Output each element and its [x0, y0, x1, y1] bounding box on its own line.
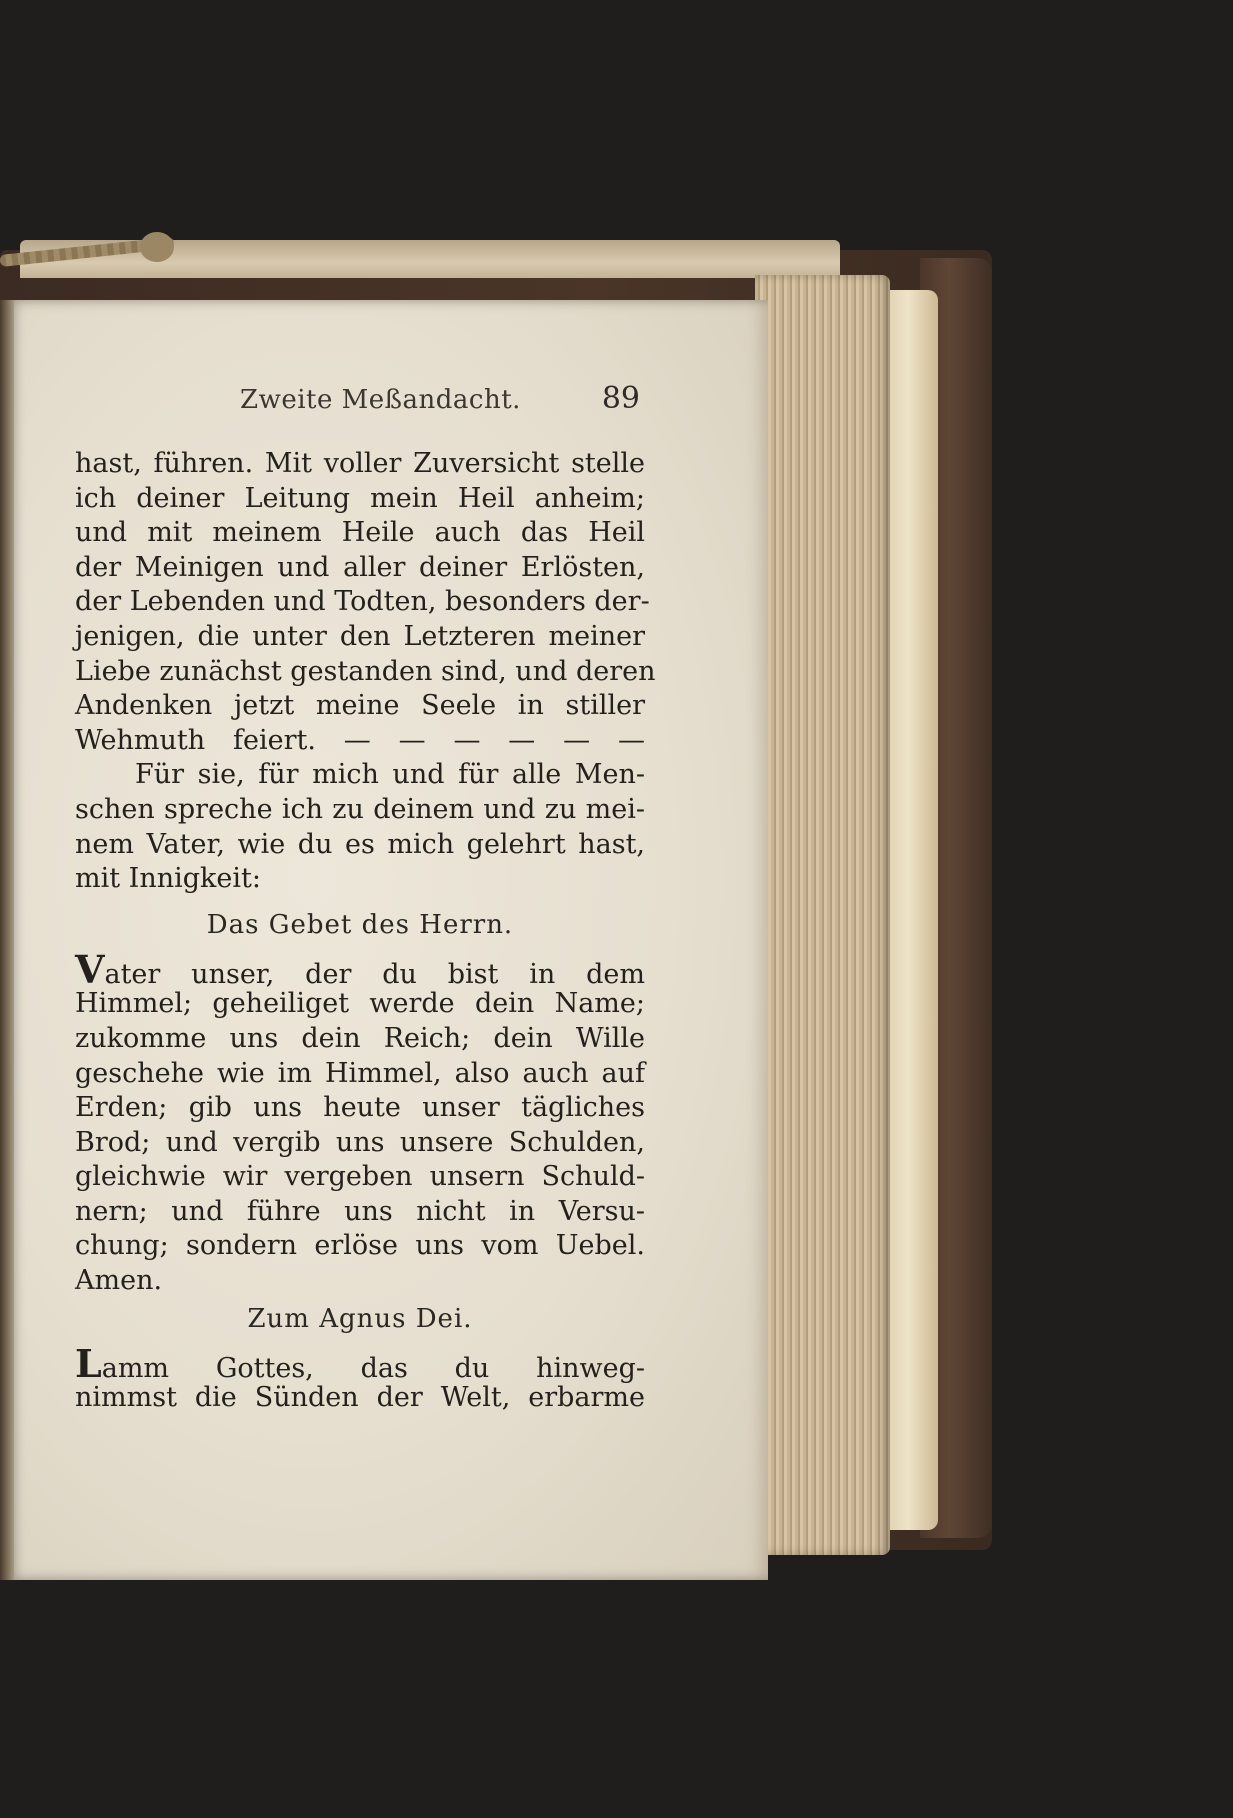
text-line: mit Innigkeit: — [75, 863, 261, 895]
drop-cap: L — [75, 1340, 102, 1386]
text-line: ich deiner Leitung mein Heil anheim; — [75, 482, 645, 514]
text-line: der Lebenden und Todten, besonders der- — [75, 586, 650, 618]
section-heading: Zum Agnus Dei. — [247, 1303, 473, 1334]
text-line: Brod; und vergib uns unsere Schulden, — [75, 1126, 645, 1158]
page-edges — [755, 275, 890, 1555]
text-line: der Meinigen und aller deiner Erlösten, — [75, 551, 645, 583]
text-line: und mit meinem Heile auch das Heil — [75, 517, 645, 549]
text-line — [75, 946, 645, 992]
text-line: jenigen, die unter den Letzteren meiner — [75, 620, 645, 652]
page-text — [75, 447, 656, 1416]
text-line: Liebe zunächst gestanden sind, und deren — [75, 655, 656, 687]
text-line-rest: amm Gottes, das du hinweg- — [101, 1352, 645, 1384]
running-head — [70, 381, 640, 425]
text-line-rest: ater unser, der du bist in dem — [104, 958, 645, 990]
text-line: Amen. — [75, 1265, 163, 1297]
running-head-title: Zweite Meßandacht. — [240, 385, 521, 415]
text-line: Andenken jetzt meine Seele in stiller — [75, 690, 645, 722]
page-gutter — [0, 300, 14, 1580]
text-line: nern; und führe uns nicht in Versu- — [75, 1195, 645, 1227]
text-line: Erden; gib uns heute unser tägliches — [75, 1092, 645, 1124]
text-line — [75, 1340, 645, 1386]
text-line: Für sie, für mich und für alle Men- — [135, 759, 645, 791]
page-number: 89 — [601, 381, 640, 416]
text-line: nem Vater, wie du es mich gelehrt hast, — [75, 828, 645, 860]
text-line: zukomme uns dein Reich; dein Wille — [75, 1022, 645, 1054]
bookmark-knot — [140, 232, 174, 262]
text-line: hast, führen. Mit voller Zuversicht stelle — [75, 448, 645, 479]
text-line: Himmel; geheiliget werde dein Name; — [75, 988, 645, 1020]
text-line: Wehmuth feiert. — — — — — — — [75, 724, 645, 756]
text-line: geschehe wie im Himmel, also auch auf — [75, 1057, 645, 1089]
text-line: schen spreche ich zu deinem und zu mei- — [75, 793, 645, 825]
section-heading: Das Gebet des Herrn. — [206, 909, 514, 940]
text-line: chung; sondern erlöse uns vom Uebel. — [75, 1230, 645, 1262]
text-line: nimmst die Sünden der Welt, erbarme — [75, 1382, 645, 1414]
text-line: gleichwie wir vergeben unsern Schuld- — [75, 1161, 645, 1193]
drop-cap: V — [75, 946, 105, 992]
